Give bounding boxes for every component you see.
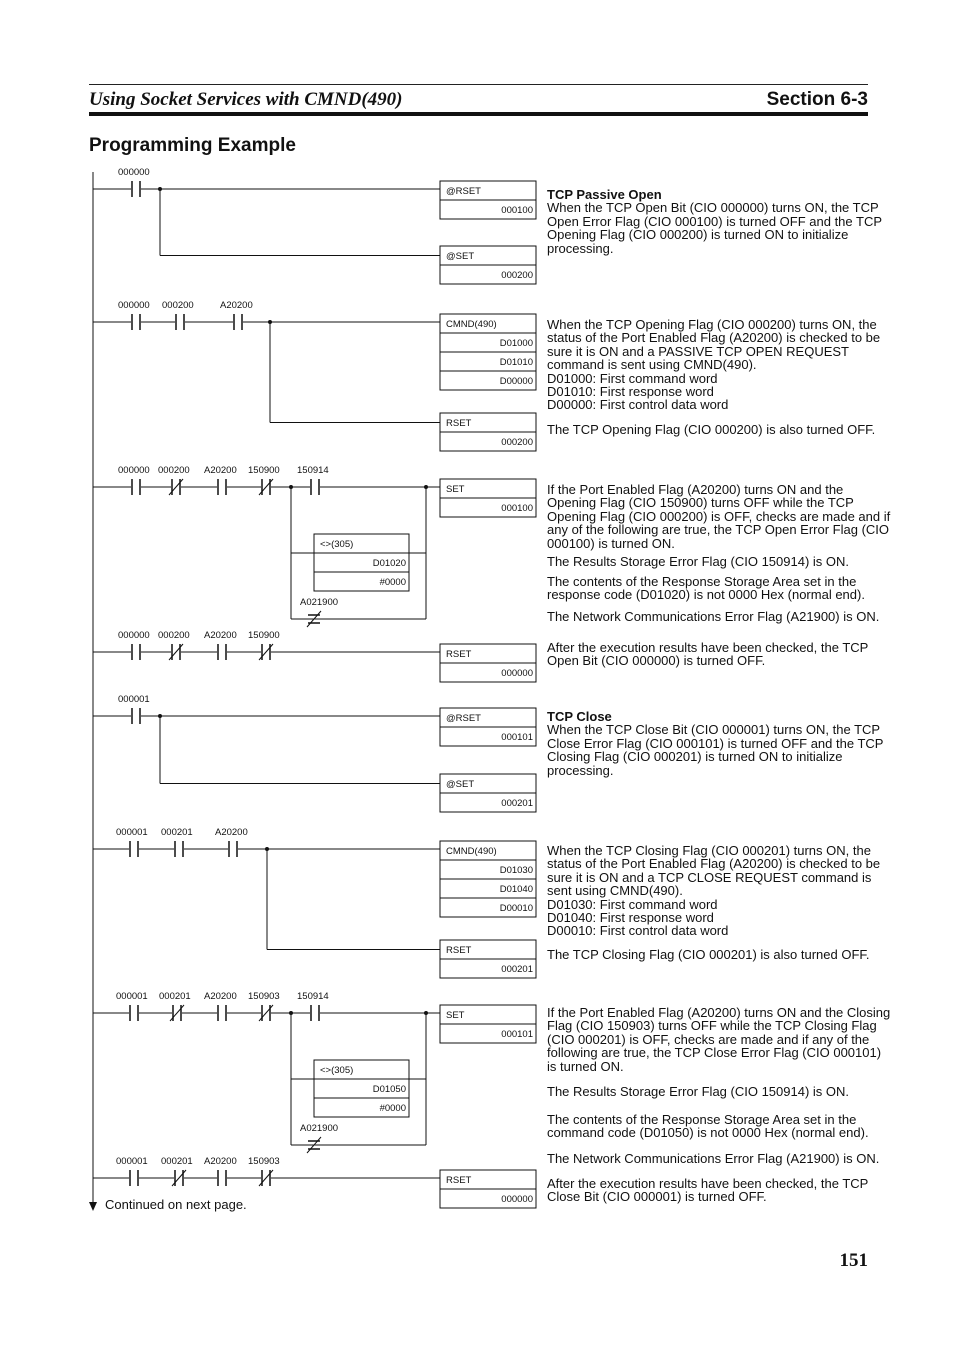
desc-close-cond-c — [547, 1152, 892, 1165]
desc-text: If the Port Enabled Flag (A20200) turns ON and the Closing Flag (CIO 150903) turns OFF while the TCP Closing Flag (CIO 000201) is OFF, checks are made and if any of the following are true, the TCP Close Error Flag (CIO 000101) is turned ON. — [547, 1005, 891, 1074]
desc-text: After the execution results have been checked, the TCP Open Bit (CIO 000000) is turned OFF. — [547, 640, 869, 669]
desc-open-flag-off — [547, 423, 892, 436]
instruction-box-operand: D01000 — [499, 338, 533, 349]
desc-open-bit-off — [547, 641, 892, 668]
desc-open-cond-c — [547, 610, 892, 623]
contact-label: 150900 — [248, 465, 280, 476]
desc-open-error-check — [547, 483, 892, 550]
contact-label: 000000 — [118, 630, 150, 641]
compare-mnemonic: <>(305) — [320, 539, 354, 550]
contact-label: A021900 — [300, 597, 339, 608]
instruction-box-operand: 000200 — [501, 270, 533, 281]
contact-label: 000201 — [159, 991, 191, 1002]
contact-label: 000200 — [162, 300, 194, 311]
desc-text: The contents of the Response Storage Area set in the command code (D01050) is not 0000 Hex (normal end). — [547, 1112, 869, 1141]
instruction-box-mnemonic: RSET — [446, 1175, 472, 1186]
desc-text: The Network Communications Error Flag (A21900) is ON. — [547, 1151, 880, 1166]
desc-text: After the execution results have been checked, the TCP Close Bit (CIO 000001) is turned OFF. — [547, 1176, 869, 1205]
instruction-box-mnemonic: @SET — [446, 251, 475, 262]
instruction-box-operand: 000201 — [501, 964, 533, 975]
instruction-box-operand: 000101 — [501, 732, 533, 743]
page-number: 151 — [839, 1250, 868, 1271]
desc-text: The Results Storage Error Flag (CIO 150914) is ON. — [547, 554, 850, 569]
instruction-box-operand: D01030 — [499, 865, 533, 876]
desc-open-cond-b — [547, 575, 892, 602]
junction-dot — [268, 320, 272, 324]
desc-close-cond-b — [547, 1113, 892, 1140]
contact-label: 150900 — [248, 630, 280, 641]
desc-line: D01010: First response word — [547, 384, 714, 400]
contact-label: 000001 — [116, 827, 148, 838]
contact-label: 000001 — [116, 991, 148, 1002]
header-title: Using Socket Services with CMND(490) — [89, 89, 403, 110]
continued-note: Continued on next page. — [105, 1197, 247, 1212]
desc-text: The Network Communications Error Flag (A21900) is ON. — [547, 609, 880, 624]
desc-line: D00010: First control data word — [547, 923, 729, 939]
contact-label: A20200 — [204, 991, 237, 1002]
subheading: Programming Example — [89, 135, 296, 156]
compare-mnemonic: <>(305) — [320, 1065, 354, 1076]
instruction-box-operand: 000101 — [501, 1029, 533, 1040]
contact-label: 000200 — [158, 465, 190, 476]
contact-label: 000201 — [161, 827, 193, 838]
instruction-box-operand: D00010 — [499, 903, 533, 914]
desc-tcp-close — [547, 710, 892, 777]
instruction-box-mnemonic: @RSET — [446, 713, 481, 724]
desc-close-cond-a — [547, 1085, 892, 1098]
instruction-box-mnemonic: SET — [446, 1010, 465, 1021]
desc-text: The TCP Opening Flag (CIO 000200) is also turned OFF. — [547, 422, 876, 437]
instruction-box-mnemonic: CMND(490) — [446, 846, 497, 857]
contact-label: A021900 — [300, 1123, 339, 1134]
instruction-box-operand: 000100 — [501, 503, 533, 514]
contact-label: 150903 — [248, 1156, 280, 1167]
desc-close-error-check — [547, 1006, 892, 1073]
desc-title: TCP Passive Open — [547, 187, 662, 202]
contact-label: 000200 — [158, 630, 190, 641]
contact-label: 000000 — [118, 300, 150, 311]
header-section: Section 6-3 — [766, 89, 868, 110]
contact-label: A20200 — [215, 827, 248, 838]
contact-label: 000000 — [118, 465, 150, 476]
instruction-box-operand: D01010 — [499, 357, 533, 368]
compare-operand: #0000 — [379, 1103, 406, 1114]
desc-text: If the Port Enabled Flag (A20200) turns ON and the Opening Flag (CIO 150900) turns OFF while the TCP Opening Flag (CIO 000200) is OFF, checks are made and if any of the following are true, the TCP Open Error Flag (CIO 000100) is turned ON. — [547, 482, 891, 551]
contact-label: 150914 — [297, 465, 329, 476]
instruction-box-mnemonic: SET — [446, 484, 465, 495]
desc-close-bit-off — [547, 1177, 892, 1204]
contact-label: A20200 — [204, 630, 237, 641]
desc-closing-flag-off — [547, 948, 892, 961]
instruction-box-operand: 000201 — [501, 798, 533, 809]
instruction-box-operand: D00000 — [499, 376, 533, 387]
instruction-box-mnemonic: @RSET — [446, 186, 481, 197]
desc-title: TCP Close — [547, 709, 612, 724]
instruction-box-operand: 000100 — [501, 205, 533, 216]
desc-line: D01000: First command word — [547, 370, 718, 386]
instruction-box-operand: 000200 — [501, 437, 533, 448]
desc-text: The Results Storage Error Flag (CIO 150914) is ON. — [547, 1084, 850, 1099]
desc-text: The TCP Closing Flag (CIO 000201) is also turned OFF. — [547, 947, 870, 962]
desc-text: The contents of the Response Storage Area set in the response code (D01020) is not 0000 Hex (normal end). — [547, 574, 865, 603]
rail-arrow-icon — [89, 1202, 97, 1211]
desc-text: When the TCP Close Bit (CIO 000001) turns ON, the TCP Close Error Flag (CIO 000101) is turned OFF and the TCP Closing Flag (CIO 000201) is turned ON to initialize processing. — [547, 722, 884, 778]
desc-text: When the TCP Closing Flag (CIO 000201) turns ON, the status of the Port Enabled Flag (A20200) is checked to be sure it is ON and a TCP CLOSE REQUEST command is sent using CMND(490). — [547, 843, 881, 899]
desc-close-request — [547, 844, 892, 938]
instruction-box-mnemonic: RSET — [446, 945, 472, 956]
instruction-box-operand: 000000 — [501, 668, 533, 679]
desc-text: When the TCP Opening Flag (CIO 000200) turns ON, the status of the Port Enabled Flag (A20200) is checked to be sure it is ON and a PASSIVE TCP OPEN REQUEST command is sent using CMND(490). — [547, 317, 881, 373]
contact-label: 000000 — [118, 167, 150, 178]
instruction-box-mnemonic: @SET — [446, 779, 475, 790]
desc-open-cond-a — [547, 555, 892, 568]
desc-tcp-passive-open — [547, 188, 892, 255]
junction-dot — [265, 847, 269, 851]
desc-line: D01040: First response word — [547, 910, 714, 926]
contact-label: 150914 — [297, 991, 329, 1002]
desc-line: D01030: First command word — [547, 896, 718, 912]
instruction-box-mnemonic: RSET — [446, 418, 472, 429]
desc-line: D00000: First control data word — [547, 397, 729, 413]
compare-operand: D01050 — [372, 1084, 406, 1095]
compare-operand: D01020 — [372, 558, 406, 569]
instruction-box-operand: D01040 — [499, 884, 533, 895]
junction-dot — [158, 714, 162, 718]
contact-label: A20200 — [220, 300, 253, 311]
desc-open-request — [547, 318, 892, 412]
contact-label: 150903 — [248, 991, 280, 1002]
desc-text: When the TCP Open Bit (CIO 000000) turns ON, the TCP Open Error Flag (CIO 000100) is turned OFF and the TCP Opening Flag (CIO 000200) is turned ON to initialize processing. — [547, 200, 882, 256]
instruction-box-operand: 000000 — [501, 1194, 533, 1205]
instruction-box-mnemonic: RSET — [446, 649, 472, 660]
contact-label: 000001 — [116, 1156, 148, 1167]
contact-label: A20200 — [204, 1156, 237, 1167]
contact-label: A20200 — [204, 465, 237, 476]
compare-operand: #0000 — [379, 577, 406, 588]
junction-dot — [158, 187, 162, 191]
contact-label: 000001 — [118, 694, 150, 705]
instruction-box-mnemonic: CMND(490) — [446, 319, 497, 330]
contact-label: 000201 — [161, 1156, 193, 1167]
